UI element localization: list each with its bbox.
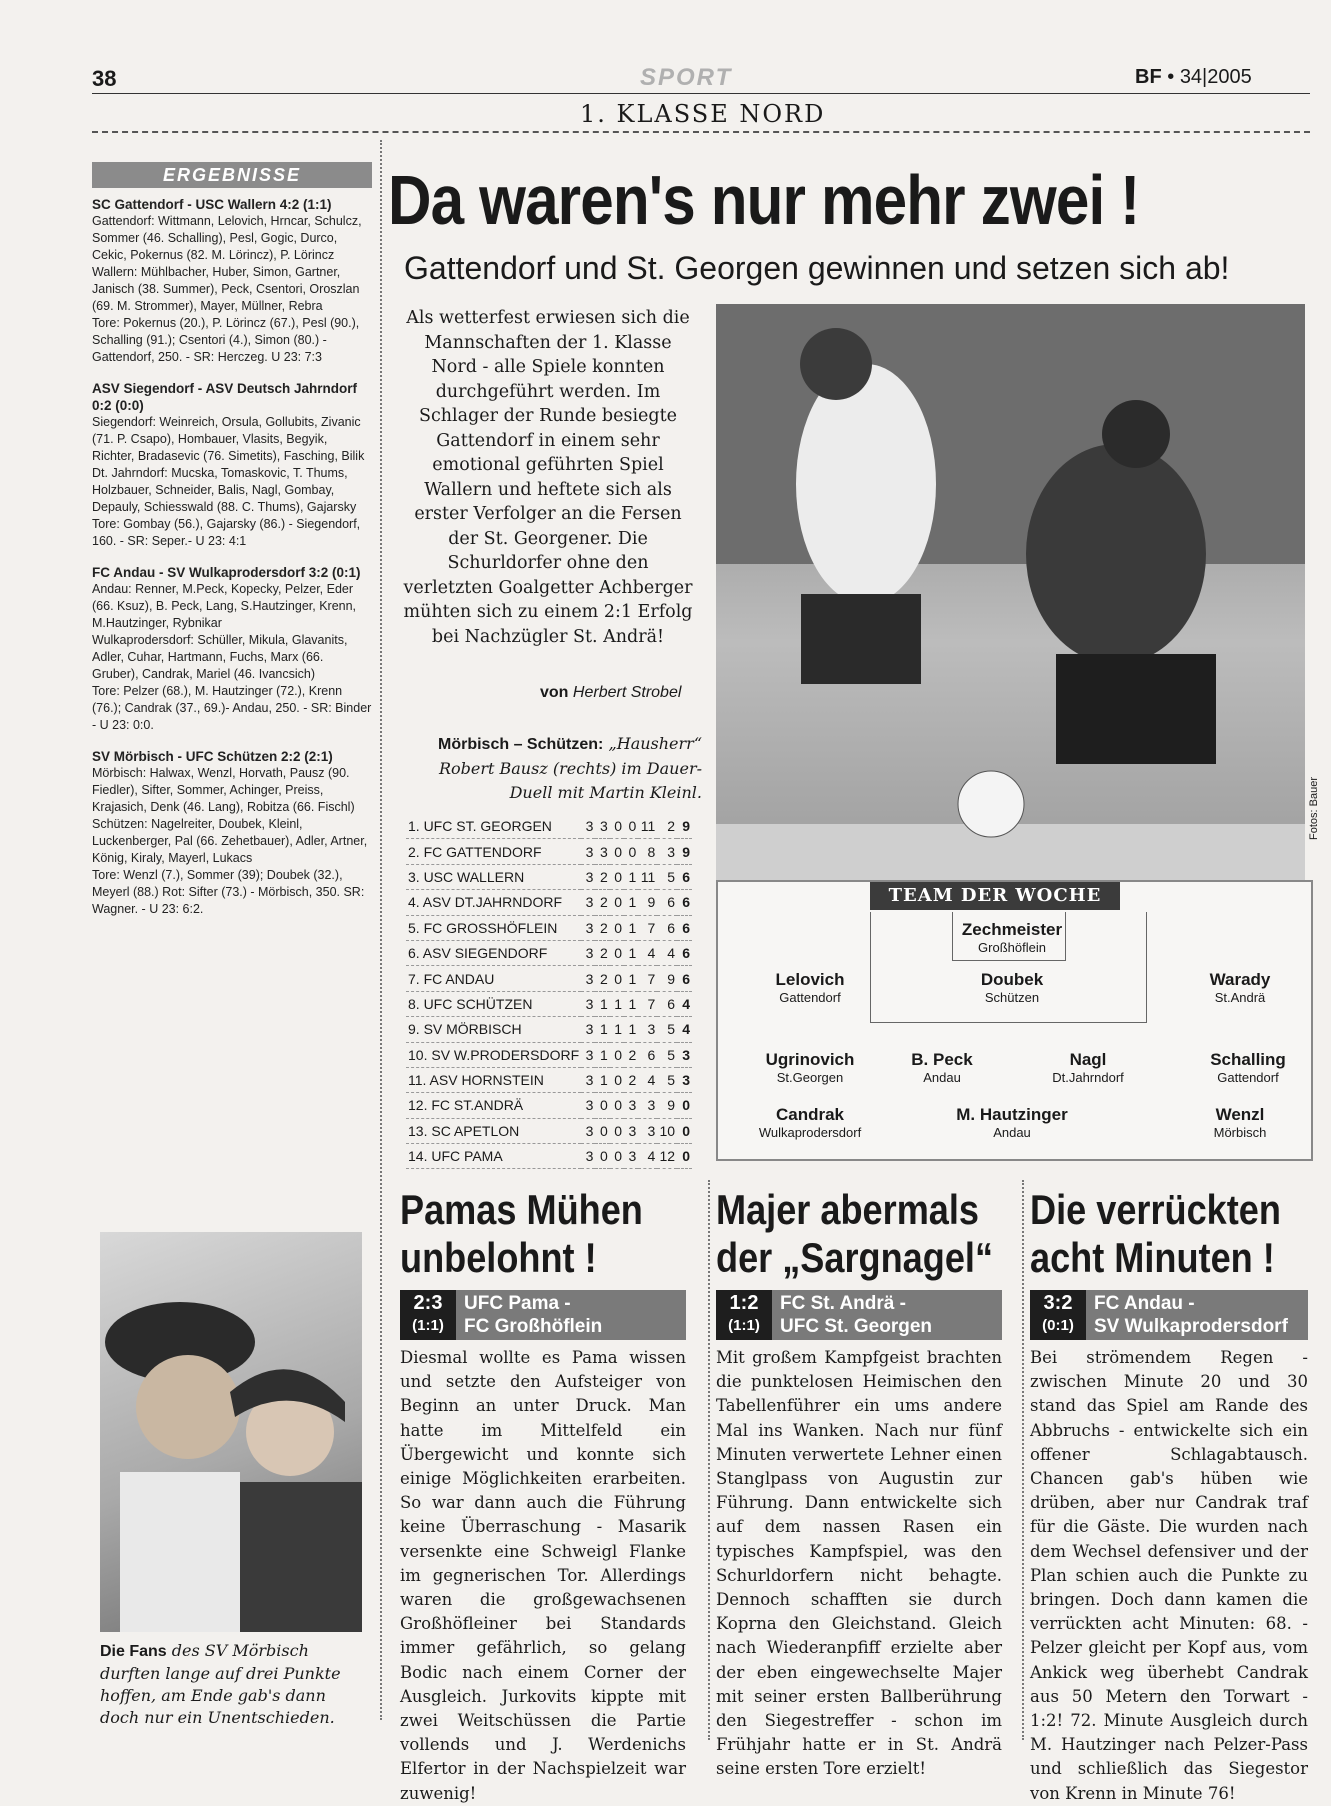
match-detail-line: Siegendorf: Weinreich, Orsula, Gollubits, Zivanic (71. P. Csapo), Hombauer, Vlasits, Begyik, Richter, Bradasevic (76. Simetits), Fasching, Bilik (92, 415, 365, 463)
standings-cell-ga: 3 (657, 839, 677, 864)
standings-cell-sp: 3 (581, 890, 595, 915)
article-title-line1: Die verrückten (1030, 1186, 1281, 1233)
standings-cell-gf: 11 (638, 864, 657, 889)
standings-cell-s: 1 (595, 991, 609, 1016)
team-player-club: Gattendorf (779, 990, 841, 1005)
article-body: Bei strömendem Regen - zwischen Minute 20 und 30 stand das Spiel am Rande des Abbruchs - entwickelte sich ein offener Schlagabtausch. Chancen gab's hüben wie drüben, aber nur Candrak traf für die Gäste. Die wurden nach dem Wechsel defensiver und der Plan schien auch die Punkte zu bringen. Doch dann kamen die verrückten acht Minuten: 68. - Pelzer gleicht per Kopf aus, vom Ankick weg überhebt Candrak aus 50 Metern den Torwart - 1:2! 72. Minute Ausgleich durch M. Hautzinger nach Pelzer-Pass und schließlich das Siegestor von Krenn in Minute 76! (1030, 1348, 1308, 1803)
standings-cell-team: 3. USC WALLERN (406, 864, 581, 889)
standings-cell-pts: 4 (677, 1017, 692, 1042)
standings-cell-s: 1 (595, 1067, 609, 1092)
team-player (1052, 1050, 1124, 1085)
match-detail-line: Mörbisch: Halwax, Wenzl, Horvath, Pausz (90. Fiedler), Sifter, Sommer, Achinger, Preiss, Krajasich, Denk (46. Lang), Robitza (66. Fischl) (92, 766, 355, 814)
standings-cell-team: 1. UFC ST. GEORGEN (406, 814, 581, 839)
match-title: ASV Siegendorf - ASV Deutsch Jahrndorf 0:2 (0:0) (92, 381, 358, 413)
standings-row (406, 1042, 692, 1067)
match-report (92, 748, 372, 918)
standings-cell-n: 3 (624, 1093, 638, 1118)
standings-cell-ga: 6 (657, 915, 677, 940)
standings-cell-s: 0 (595, 1093, 609, 1118)
results-heading: ERGEBNISSE (92, 162, 372, 188)
standings-cell-ga: 5 (657, 1042, 677, 1067)
match-detail-line: Tore: Pokernus (20.), P. Lörincz (67.), Pesl (90.), Schalling (91.); Csentori (4.), Simon (80.) - Gattendorf, 250. - SR: Herczeg. U 23: 7:3 (92, 316, 360, 364)
standings-cell-n: 1 (624, 864, 638, 889)
standings-cell-sp: 3 (581, 864, 595, 889)
standings-cell-ga: 2 (657, 814, 677, 839)
standings-cell-u: 0 (610, 1144, 624, 1169)
standings-cell-n: 3 (624, 1144, 638, 1169)
standings-cell-gf: 7 (638, 966, 657, 991)
standings-cell-n: 0 (624, 839, 638, 864)
standings-cell-gf: 9 (638, 890, 657, 915)
standings-cell-ga: 5 (657, 1067, 677, 1092)
team-player-name: Ugrinovich (765, 1050, 855, 1069)
standings-row (406, 1118, 692, 1143)
header-rule (92, 93, 1310, 94)
football (958, 771, 1024, 837)
match-detail-line: Wulkaprodersdorf: Schüller, Mikula, Glavanits, Adler, Cuhar, Hartmann, Fuchs, Marx (66. Gruber), Candrak, Mariel (46. Ivancsich) (92, 633, 348, 681)
team-player-name: Schalling (1210, 1050, 1286, 1069)
article-title (716, 1186, 993, 1282)
standings-cell-sp: 3 (581, 839, 595, 864)
standings-cell-gf: 4 (638, 940, 657, 965)
article-title (400, 1186, 643, 1282)
standings-cell-sp: 3 (581, 1144, 595, 1169)
standings-cell-pts: 9 (677, 839, 692, 864)
standings-cell-team: 2. FC GATTENDORF (406, 839, 581, 864)
match-detail-line: Wallern: Mühlbacher, Huber, Simon, Gartner, Janisch (38. Summer), Peck, Csentori, Oroszlan (69. M. Strommer), Mayer, Müllner, Rebra (92, 265, 360, 313)
standings-cell-u: 0 (610, 966, 624, 991)
issue-number: 34|2005 (1179, 66, 1252, 88)
standings-cell-team: 14. UFC PAMA (406, 1144, 581, 1169)
score-teams (464, 1292, 602, 1338)
match-detail-line: Tore: Gombay (56.), Gajarsky (86.) - Siegendorf, 160. - SR: Seper.- U 23: 4:1 (92, 517, 361, 548)
score-team-home: UFC Pama - (464, 1293, 571, 1314)
standings-table (406, 814, 692, 1169)
byline-author: Herbert Strobel (572, 684, 682, 701)
match-detail-line: Tore: Wenzl (7.), Sommer (39); Doubek (32.), Meyerl (88.) Rot: Sifter (73.) - Mörbisch, 350. SR: Wagner. - U 23: 6:2. (92, 868, 365, 916)
lead-paragraph: Als wetterfest erwiesen sich die Mannschaften der 1. Klasse Nord - alle Spiele konnten durchgeführt werden. Im Schlager der Runde besiegte Gattendorf in einem sehr emotional geführten Spiel Wallern und heftete sich als erster Verfolger an die Fersen der St. Georgener. Die Schurldorfer ohne den verletzten Goalgetter Achberger mühten sich zu einem 2:1 Erfolg bei Nachzügler St. Andrä! (403, 308, 693, 647)
standings-cell-n: 1 (624, 1017, 638, 1042)
standings-cell-pts: 3 (677, 1067, 692, 1092)
standings-cell-u: 1 (610, 1017, 624, 1042)
match-detail-line: Schützen: Nagelreiter, Doubek, Kleinl, Luckenberger, Pal (66. Zehetbauer), Adler, Artner, König, Kiraly, Mayerl, Lukacs (92, 817, 368, 865)
standings-cell-s: 2 (595, 864, 609, 889)
score-box (400, 1290, 456, 1340)
team-player-name: Wenzl (1215, 1105, 1265, 1124)
standings-cell-team: 12. FC ST.ANDRÄ (406, 1093, 581, 1118)
standings-cell-n: 1 (624, 991, 638, 1016)
score-team-home: FC St. Andrä - (780, 1293, 906, 1314)
standings-cell-u: 0 (610, 1118, 624, 1143)
article-title-line2: der „Sargnagel“ (716, 1234, 994, 1281)
score-team-away: FC Großhöflein (464, 1316, 603, 1337)
standings-cell-gf: 3 (638, 1093, 657, 1118)
standings-cell-pts: 9 (677, 814, 692, 839)
score-bar (400, 1290, 686, 1340)
standings-cell-pts: 6 (677, 864, 692, 889)
standings-cell-sp: 3 (581, 940, 595, 965)
standings-cell-ga: 10 (657, 1118, 677, 1143)
standings-cell-ga: 4 (657, 940, 677, 965)
standings-cell-gf: 7 (638, 991, 657, 1016)
standings-cell-ga: 9 (657, 1093, 677, 1118)
team-player-name: Lelovich (775, 970, 845, 989)
publication-name: BF (1135, 66, 1162, 88)
standings-cell-pts: 0 (677, 1118, 692, 1143)
team-player (766, 1050, 855, 1085)
standings-cell-team: 11. ASV HORNSTEIN (406, 1067, 581, 1092)
team-player-name: Candrak (775, 1105, 845, 1124)
standings-cell-n: 1 (624, 915, 638, 940)
standings-row (406, 839, 692, 864)
standings-cell-ga: 5 (657, 864, 677, 889)
article-title-line1: Pamas Mühen (400, 1186, 643, 1233)
standings-cell-gf: 8 (638, 839, 657, 864)
column-divider (380, 140, 382, 1720)
score-teams (1094, 1292, 1288, 1338)
score-halftime: (1:1) (728, 1317, 760, 1334)
team-player-club: Schützen (984, 990, 1040, 1005)
standings-cell-s: 2 (595, 940, 609, 965)
team-player-name: M. Hautzinger (956, 1105, 1068, 1124)
standings-cell-sp: 3 (581, 1017, 595, 1042)
standings-cell-sp: 3 (581, 966, 595, 991)
score-team-away: SV Wulkaprodersdorf (1094, 1316, 1288, 1337)
team-player (962, 920, 1062, 955)
standings-cell-u: 0 (610, 814, 624, 839)
standings-cell-u: 0 (610, 1067, 624, 1092)
standings-cell-u: 0 (610, 1093, 624, 1118)
standings-cell-s: 1 (595, 1042, 609, 1067)
standings-cell-s: 3 (595, 814, 609, 839)
standings-cell-sp: 3 (581, 991, 595, 1016)
standings-cell-ga: 5 (657, 1017, 677, 1042)
woman-shirt (240, 1482, 362, 1632)
score-halftime: (1:1) (412, 1317, 444, 1334)
standings-cell-team: 8. UFC SCHÜTZEN (406, 991, 581, 1016)
results-column (92, 162, 372, 932)
standings-cell-s: 2 (595, 890, 609, 915)
team-player (956, 1105, 1067, 1140)
standings-row (406, 915, 692, 940)
team-player-club: Großhöflein (978, 940, 1046, 955)
subheadline: Gattendorf und St. Georgen gewinnen und setzen sich ab! (404, 250, 1230, 286)
match-title: SV Mörbisch - UFC Schützen 2:2 (2:1) (92, 749, 333, 764)
score-final: 2:3 (413, 1292, 443, 1314)
standings-cell-gf: 4 (638, 1144, 657, 1169)
standings-cell-s: 1 (595, 1017, 609, 1042)
standings-cell-gf: 4 (638, 1067, 657, 1092)
standings-cell-ga: 12 (657, 1144, 677, 1169)
photo-caption-bold: Mörbisch – Schützen: (438, 736, 604, 753)
standings-cell-u: 0 (610, 839, 624, 864)
standings-cell-pts: 4 (677, 991, 692, 1016)
score-bar (716, 1290, 1002, 1340)
man-shirt (120, 1472, 240, 1632)
standings-cell-sp: 3 (581, 1067, 595, 1092)
team-player (1210, 970, 1271, 1005)
standings-cell-u: 0 (610, 864, 624, 889)
league-title: 1. KLASSE NORD (580, 100, 826, 128)
article-body: Diesmal wollte es Pama wissen und setzte den Aufsteiger von Beginn an unter Druck. Man hatte im Mittelfeld ein Übergewicht und konnte sich einige Möglichkeiten erarbeiten. So war dann auch die Führung keine Überraschung - Masarik versenkte eine Schweigl Flanke im gegnerischen Tor. Allerdings waren die großgewachsenen Großhöfleiner bei Standards immer gefährlich, so gelang Bodic nach einem Corner der Ausgleich. Jurkovits kippte mit zwei Weitschüssen die Partie vollends und J. Werdenichs Elfertor in der Nachspielzeit war zuwenig! (400, 1348, 686, 1803)
score-bar (1030, 1290, 1308, 1340)
fans-caption-bold: Die Fans (100, 1643, 167, 1660)
team-player (1210, 1050, 1286, 1085)
standings-cell-pts: 3 (677, 1042, 692, 1067)
team-player-club: Gattendorf (1217, 1070, 1279, 1085)
standings-cell-gf: 6 (638, 1042, 657, 1067)
score-team-away: UFC St. Georgen (780, 1316, 933, 1337)
standings-cell-s: 0 (595, 1144, 609, 1169)
match-report (92, 564, 372, 734)
standings-cell-gf: 7 (638, 915, 657, 940)
standings-cell-n: 1 (624, 966, 638, 991)
standings-cell-team: 6. ASV SIEGENDORF (406, 940, 581, 965)
team-player-name: B. Peck (911, 1050, 973, 1069)
score-final: 1:2 (729, 1292, 759, 1314)
match-detail-line: Gattendorf: Wittmann, Lelovich, Hrncar, Schulcz, Sommer (46. Schalling), Pesl, Gogic, Durco, Cekic, Pokernus (82. M. Lörincz), P. Lörincz (92, 214, 362, 262)
fans-caption-text: des SV Mörbisch durften lange auf drei Punkte hoffen, am Ende gab's dann doch nur ein Unentschieden. (100, 1641, 341, 1727)
standings-cell-pts: 0 (677, 1093, 692, 1118)
headline: Da waren's nur mehr zwei ! (388, 161, 1140, 239)
fans-caption (100, 1640, 362, 1729)
standings-row (406, 1067, 692, 1092)
team-player-name: Doubek (980, 970, 1044, 989)
team-player-name: Nagl (1069, 1050, 1107, 1069)
fans-photo (100, 1232, 362, 1632)
standings-cell-s: 2 (595, 966, 609, 991)
match-detail-line: Andau: Renner, M.Peck, Kopecky, Pelzer, Eder (66. Ksuz), B. Peck, Lang, S.Hautzinger, Krenn, M.Hautzinger, Rybnikar (92, 582, 357, 630)
standings-cell-gf: 11 (638, 814, 657, 839)
page-number: 38 (92, 66, 117, 91)
article-divider (708, 1180, 710, 1740)
player-dark-head (1102, 400, 1170, 468)
standings-row (406, 1093, 692, 1118)
match-title: FC Andau - SV Wulkaprodersdorf 3:2 (0:1) (92, 565, 361, 580)
standings-cell-ga: 6 (657, 890, 677, 915)
standings-cell-u: 0 (610, 1042, 624, 1067)
player-dark-shorts (1056, 654, 1216, 764)
standings-cell-team: 10. SV W.PRODERSDORF (406, 1042, 581, 1067)
player-dark-shirt (1026, 444, 1206, 664)
league-divider (92, 131, 1310, 133)
photo-caption-text: „Hausherr“ Robert Bausz (rechts) im Dauer-Duell mit Martin Kleinl. (438, 734, 702, 802)
standings-cell-s: 3 (595, 839, 609, 864)
team-player (911, 1050, 972, 1085)
standings-cell-team: 4. ASV DT.JAHRNDORF (406, 890, 581, 915)
standings-cell-n: 1 (624, 890, 638, 915)
results-list (92, 196, 372, 918)
standings-cell-u: 0 (610, 890, 624, 915)
standings-cell-u: 0 (610, 940, 624, 965)
team-player-club: Mörbisch (1213, 1125, 1267, 1140)
player-white-shirt (796, 364, 936, 604)
standings-cell-u: 0 (610, 915, 624, 940)
standings-row (406, 890, 692, 915)
score-teams (780, 1292, 932, 1338)
standings-row (406, 1144, 692, 1169)
team-player-club: St.Georgen (776, 1070, 844, 1085)
article-title (1030, 1186, 1281, 1282)
team-player-club: Andau (993, 1125, 1031, 1140)
photo-credit: Fotos: Bauer (1308, 777, 1320, 840)
standings-cell-team: 5. FC GROSSHÖFLEIN (406, 915, 581, 940)
score-box (1030, 1290, 1086, 1340)
team-player (776, 970, 845, 1005)
standings-cell-gf: 3 (638, 1017, 657, 1042)
standings-cell-sp: 3 (581, 1118, 595, 1143)
standings-cell-pts: 0 (677, 1144, 692, 1169)
byline-prefix: von (540, 684, 569, 701)
article-title-line2: unbelohnt ! (400, 1234, 597, 1281)
fans-photo-illustration (100, 1232, 362, 1632)
standings-cell-team: 7. FC ANDAU (406, 966, 581, 991)
section-label: SPORT (640, 64, 733, 91)
standings-row (406, 940, 692, 965)
issue-separator: • (1167, 66, 1175, 88)
team-player-name: Warady (1209, 970, 1271, 989)
article-body: Mit großem Kampfgeist brachten die punktelosen Heimischen den Tabellenführer ein ums andere Mal ins Wanken. Nach nur fünf Minuten verwertete Lehner einen Stanglpass von Augustin zur Führung. Dann entwickelte sich auf dem nassen Rasen ein typisches Kampfspiel, was den Schurldorfern nicht behagte. Dennoch schafften sie durch Koprna den Gleichstand. Gleich nach Wiederanpfiff erzielte aber der eben eingewechselte Majer mit seiner ersten Ballberührung den Siegestreffer - schon im Frühjahr hatte er in St. Andrä seine ersten Tore erzielt! (716, 1348, 1002, 1779)
team-player-club: Wulkaprodersdorf (758, 1125, 862, 1140)
standings-row (406, 966, 692, 991)
standings-row (406, 814, 692, 839)
standings-cell-n: 1 (624, 940, 638, 965)
player-white-head (800, 328, 872, 400)
issue-info (1135, 66, 1252, 89)
standings-cell-n: 2 (624, 1042, 638, 1067)
standings-cell-sp: 3 (581, 1042, 595, 1067)
article-divider (1022, 1180, 1024, 1740)
byline (540, 684, 681, 702)
standings-cell-sp: 3 (581, 915, 595, 940)
standings-cell-pts: 6 (677, 890, 692, 915)
standings-cell-u: 1 (610, 991, 624, 1016)
standings-row (406, 864, 692, 889)
standings-cell-gf: 3 (638, 1118, 657, 1143)
team-player (981, 970, 1043, 1005)
score-team-home: FC Andau - (1094, 1293, 1195, 1314)
team-player-name: Zechmeister (961, 920, 1063, 939)
match-title: SC Gattendorf - USC Wallern 4:2 (1:1) (92, 197, 332, 212)
team-player-club: St.Andrä (1214, 990, 1266, 1005)
photo-caption (400, 732, 702, 805)
standings-cell-sp: 3 (581, 814, 595, 839)
standings-cell-n: 2 (624, 1067, 638, 1092)
standings-cell-pts: 6 (677, 966, 692, 991)
team-player-club: Dt.Jahrndorf (1052, 1070, 1124, 1085)
standings-cell-ga: 6 (657, 991, 677, 1016)
standings-body (406, 814, 692, 1169)
player-white-shorts (801, 594, 921, 684)
match-report (92, 380, 372, 550)
score-halftime: (0:1) (1042, 1317, 1074, 1334)
team-player (759, 1105, 861, 1140)
standings-cell-n: 3 (624, 1118, 638, 1143)
standings-cell-s: 0 (595, 1118, 609, 1143)
article-title-line2: acht Minuten ! (1030, 1234, 1275, 1281)
standings-cell-sp: 3 (581, 1093, 595, 1118)
score-final: 3:2 (1043, 1292, 1073, 1314)
standings-row (406, 1017, 692, 1042)
standings-row (406, 991, 692, 1016)
team-player-club: Andau (923, 1070, 961, 1085)
standings-cell-team: 13. SC APETLON (406, 1118, 581, 1143)
match-detail-line: Dt. Jahrndorf: Mucska, Tomaskovic, T. Thums, Holzbauer, Schneider, Balis, Nagl, Gombay, Depauly, Schiesswald (88. C. Thums), Gajarsky (92, 466, 357, 514)
standings-cell-ga: 9 (657, 966, 677, 991)
man-face (136, 1355, 240, 1459)
standings-cell-team: 9. SV MÖRBISCH (406, 1017, 581, 1042)
match-detail-line: Tore: Pelzer (68.), M. Hautzinger (72.), Krenn (76.); Candrak (37., 69.)- Andau, 250. - SR: Binder - U 23: 0:0. (92, 684, 372, 732)
standings-cell-pts: 6 (677, 940, 692, 965)
standings-cell-s: 2 (595, 915, 609, 940)
standings-cell-n: 0 (624, 814, 638, 839)
score-box (716, 1290, 772, 1340)
team-of-week-title: TEAM DER WOCHE (870, 882, 1120, 910)
team-player (1214, 1105, 1267, 1140)
match-report (92, 196, 372, 366)
article-title-line1: Majer abermals (716, 1186, 980, 1233)
standings-cell-pts: 6 (677, 915, 692, 940)
